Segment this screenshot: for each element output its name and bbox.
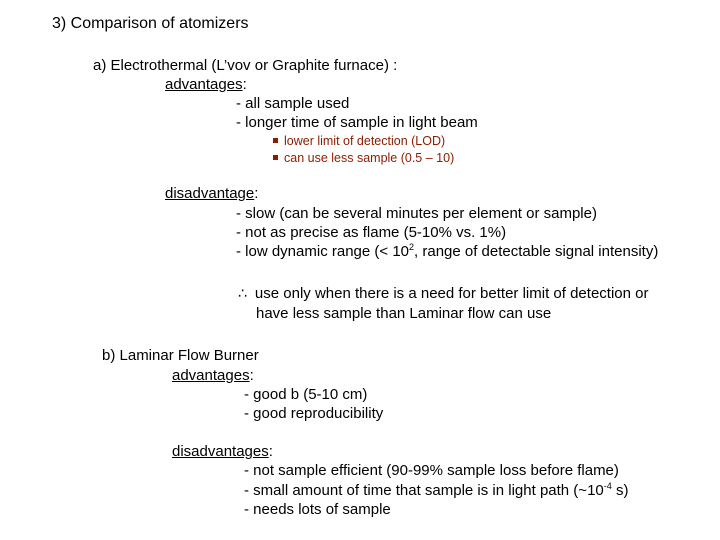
dynamic-range-exponent: 2 (409, 242, 415, 252)
section-a-disadvantage-item (236, 243, 658, 261)
disadvantage-label-text: disadvantage (165, 185, 255, 202)
sub-bullet-text: lower limit of detection (LOD) (284, 134, 446, 148)
section-a-heading: a) Electrothermal (L’vov or Graphite furnace) : (93, 57, 398, 74)
section-a-sub-bullet (273, 134, 445, 149)
section-a-disadvantage-item: - slow (can be several minutes per element or sample) (236, 205, 597, 222)
page-title: 3) Comparison of atomizers (52, 15, 249, 32)
section-a-sub-bullet (273, 151, 454, 166)
section-b-disadvantages-label: disadvantages: (172, 443, 273, 460)
sub-bullet-text: can use less sample (0.5 – 10) (284, 151, 455, 165)
section-b-heading: b) Laminar Flow Burner (102, 347, 259, 364)
section-b-disadvantage-item: - not sample efficient (90-99% sample loss before flame) (244, 462, 619, 479)
square-bullet-icon (273, 138, 278, 143)
square-bullet-icon (273, 155, 278, 160)
section-b-advantages-label: advantages: (172, 367, 254, 384)
section-a-advantages-label: advantages: (165, 76, 247, 93)
advantages-label-text: advantages (172, 367, 250, 384)
dynamic-range-post: , range of detectable signal intensity) (414, 243, 659, 260)
section-a-disadvantage-label: disadvantage: (165, 185, 259, 202)
section-b-disadvantage-item (244, 482, 628, 500)
light-path-time-post: s) (611, 482, 629, 499)
section-b-disadvantage-item: - needs lots of sample (244, 501, 391, 518)
section-a-advantage-item: - longer time of sample in light beam (236, 114, 478, 131)
section-b-advantage-item: - good reproducibility (244, 405, 384, 422)
section-a-disadvantage-item: - not as precise as flame (5-10% vs. 1%) (236, 224, 507, 241)
disadvantages-label-text: disadvantages (172, 443, 269, 460)
section-b-advantage-item: - good b (5-10 cm) (244, 386, 368, 403)
advantages-label-text: advantages (165, 76, 243, 93)
dynamic-range-pre: - low dynamic range (< 10 (236, 243, 409, 260)
section-a-conclusion-cont: have less sample than Laminar flow can use (256, 305, 552, 322)
conclusion-line-1: use only when there is a need for better limit of detection or (254, 285, 649, 302)
section-a-conclusion (238, 285, 648, 303)
light-path-time-exponent: -4 (603, 481, 612, 491)
therefore-icon: ∴ (238, 286, 247, 302)
light-path-time-pre: - small amount of time that sample is in light path (~10 (244, 482, 604, 499)
section-a-advantage-item: - all sample used (236, 95, 350, 112)
